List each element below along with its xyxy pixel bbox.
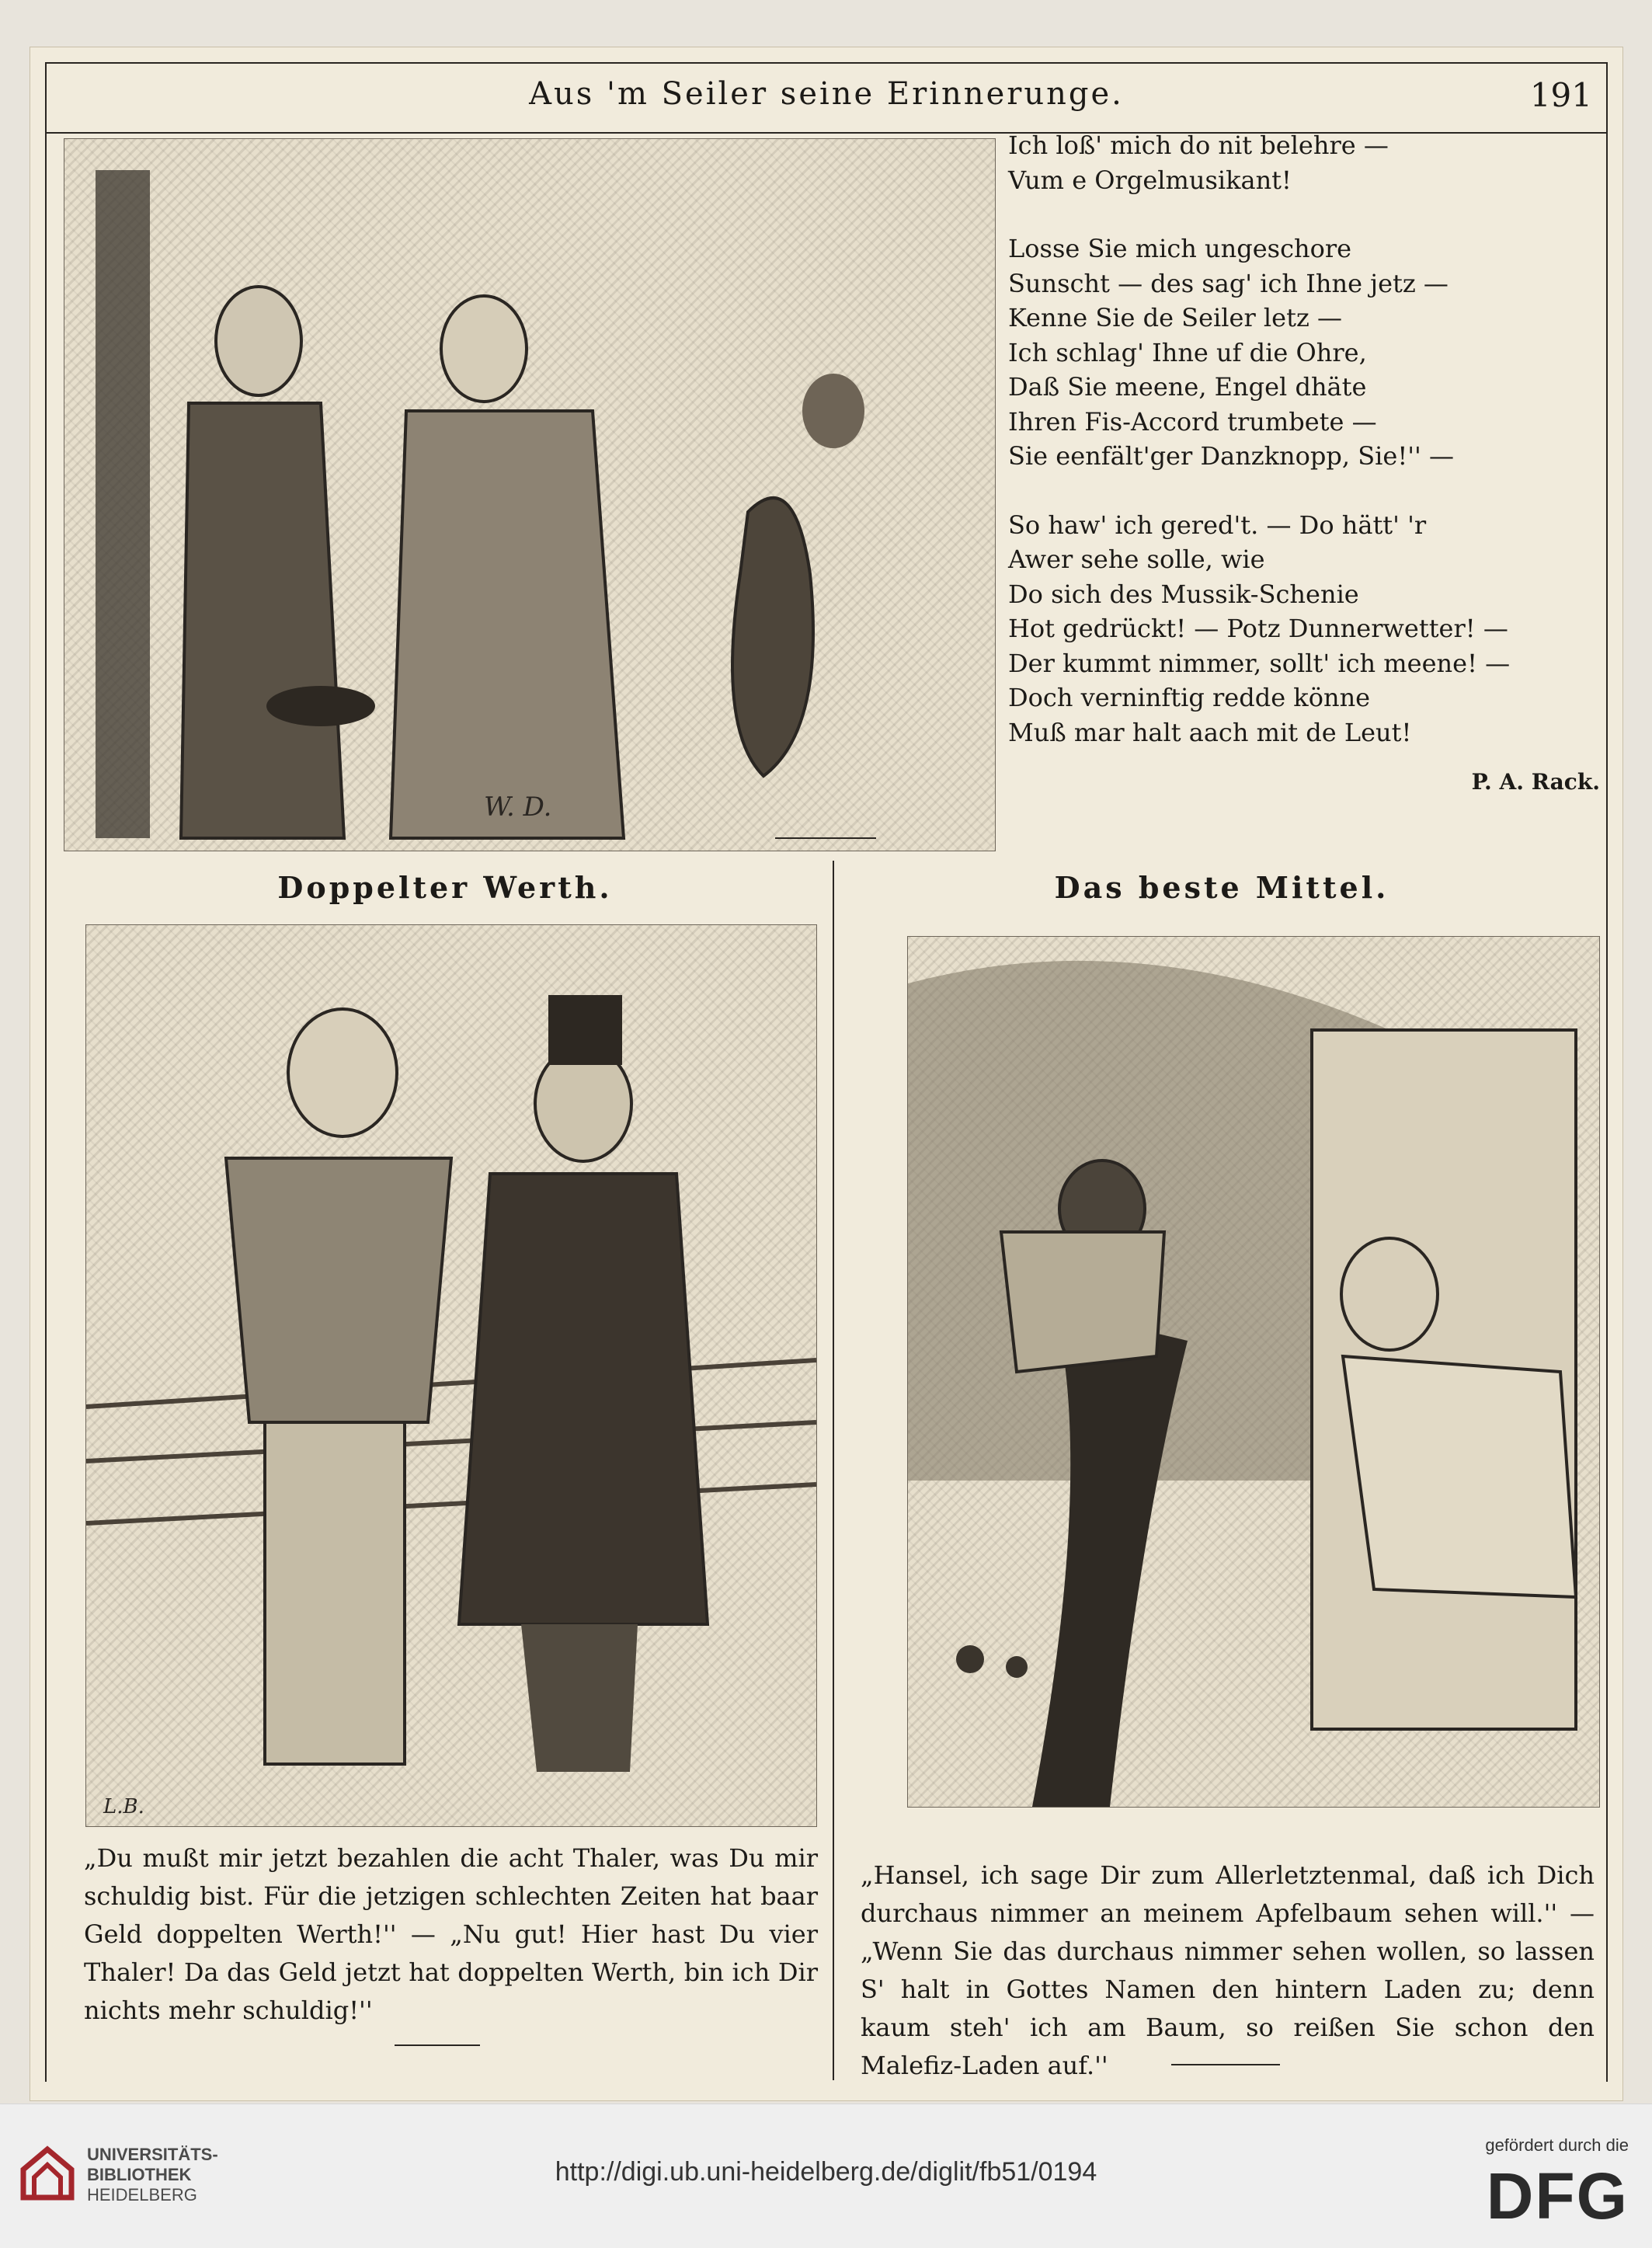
- poem-line: So haw' ich gered't. — Do hätt' 'r: [1008, 510, 1427, 540]
- poem-text: [1008, 128, 1598, 784]
- poem-line: Do sich des Mussik-Schenie: [1008, 579, 1359, 609]
- right-end-rule: [1171, 2064, 1280, 2065]
- beste-mittel-drawing: [908, 937, 1599, 1807]
- doppelter-werth-drawing: [86, 925, 816, 1826]
- digital-copy-url[interactable]: http://digi.ub.uni-heidelberg.de/diglit/fb51/0194: [555, 2157, 1097, 2187]
- left-illustration-signature: L.B.: [103, 1795, 144, 1818]
- digitization-footer: [0, 2104, 1652, 2248]
- poem-line: Ihren Fis-Accord trumbete —: [1008, 406, 1377, 437]
- poem-line: Hot gedrückt! — Potz Dunnerwetter! —: [1008, 614, 1508, 643]
- left-column-caption: „Du mußt mir jetzt bezahlen die acht Thaler, was Du mir schuldig bist. Für die jetzigen schlechten Zeiten hat baar Geld doppelten Werth!'' — „Nu gut! Hier hast Du vier Thaler! Da das Geld jetzt hat doppelten Werth, bin ich Dir nichts mehr schuldig!'': [84, 1843, 818, 2025]
- column-divider: [833, 861, 834, 2080]
- illustration-musicians: [64, 138, 996, 851]
- poem-line: Sie eenfält'ger Danzknopp, Sie!'' —: [1008, 441, 1454, 471]
- running-header: Aus 'm Seiler seine Erinnerunge.: [529, 76, 1124, 112]
- poem-line: Der kummt nimmer, sollt' ich meene! —: [1008, 648, 1511, 678]
- poem-stanza-1: [1008, 128, 1598, 197]
- section-separator: [775, 837, 876, 839]
- dfg-logo: DFG: [1486, 2159, 1629, 2232]
- poem-author: P. A. Rack.: [1471, 769, 1600, 795]
- frame-left-line: [45, 62, 47, 2082]
- poem-line: Losse Sie mich ungeschore: [1008, 234, 1352, 263]
- left-end-rule: [395, 2044, 480, 2046]
- poem-stanza-3: [1008, 508, 1598, 750]
- funded-by-label: gefördert durch die: [1485, 2135, 1629, 2155]
- right-column-title: Das beste Mittel.: [1054, 870, 1389, 905]
- poem-line: Ich loß' mich do nit belehre —: [1008, 130, 1389, 160]
- poem-line: Vum e Orgelmusikant!: [1008, 165, 1292, 195]
- poem-line: Awer sehe solle, wie: [1008, 545, 1265, 574]
- poem-stanza-2: [1008, 231, 1598, 474]
- library-name-line: UNIVERSITÄTS-: [87, 2145, 218, 2164]
- poem-line: Ich schlag' Ihne uf die Ohre,: [1008, 337, 1367, 367]
- library-name-line: HEIDELBERG: [87, 2185, 197, 2205]
- page-number: 191: [1529, 76, 1592, 114]
- poem-line: Sunscht — des sag' ich Ihne jetz —: [1008, 268, 1449, 298]
- musicians-figures-drawing: [64, 139, 995, 851]
- frame-top-line: [45, 62, 1608, 64]
- scanned-page: [30, 47, 1623, 2101]
- poem-line: Doch verninftig redde könne: [1008, 683, 1371, 712]
- illustration-das-beste-mittel: [907, 936, 1600, 1808]
- illustration-doppelter-werth: [85, 924, 817, 1827]
- top-illustration-signature: W. D.: [484, 792, 552, 823]
- poem-line: Daß Sie meene, Engel dhäte: [1008, 372, 1367, 402]
- poem-line: Kenne Sie de Seiler letz —: [1008, 303, 1342, 332]
- right-column-caption: „Hansel, ich sage Dir zum Allerletztenmal, daß ich Dich durchaus nimmer an meinem Apfelbaum sehen will.'' — „Wenn Sie das durchaus nimmer sehen wollen, so lassen S' halt in Gottes Namen den hintern Laden zu; denn kaum steh' ich am Baum, so reißen Sie schon den Malefiz-Laden auf.'': [861, 1860, 1595, 2080]
- library-name-line: BIBLIOTHEK: [87, 2165, 192, 2184]
- frame-right-line: [1606, 62, 1608, 2082]
- poem-line: Muß mar halt aach mit de Leut!: [1008, 717, 1412, 747]
- left-column-title: Doppelter Werth.: [277, 870, 613, 905]
